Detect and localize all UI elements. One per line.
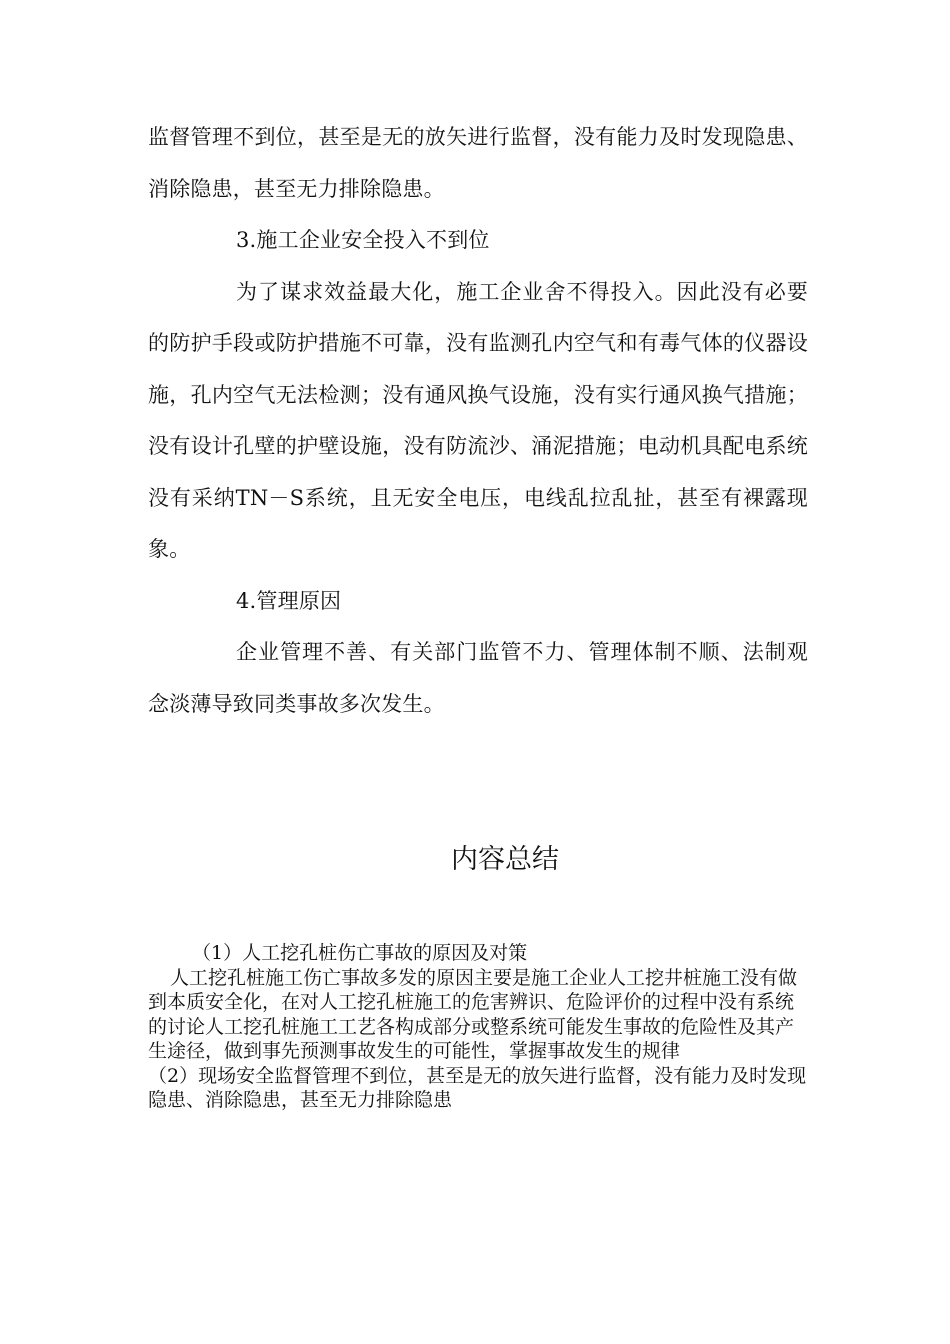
body-text — [148, 112, 808, 730]
section-heading-3: 3.施工企业安全投入不到位 — [236, 228, 490, 252]
summary-item-1-body: 人工挖孔桩施工伤亡事故多发的原因主要是施工企业人工挖井桩施工没有做到本质安全化，在对人工挖孔桩施工的危害辨识、危险评价的过程中没有系统的讨论人工挖孔桩施工工艺各构成部分或整系统可能发生事故的危险性及其产生途径，做到事先预测事故发生的可能性，掌握事故发生的规律 — [148, 966, 798, 1062]
summary-title: 内容总结 — [451, 844, 559, 875]
paragraph-continued: 监督管理不到位，甚至是无的放矢进行监督，没有能力及时发现隐患、消除隐患，甚至无力排除隐患。 — [148, 125, 808, 201]
summary-item-1-title: （1）人工挖孔桩伤亡事故的原因及对策 — [192, 942, 528, 964]
summary-item-2: （2）现场安全监督管理不到位，甚至是无的放矢进行监督，没有能力及时发现隐患、消除隐患，甚至无力排除隐患 — [148, 1064, 807, 1111]
paragraph-safety-investment: 为了谋求效益最大化，施工企业舍不得投入。因此没有必要的防护手段或防护措施不可靠，没有监测孔内空气和有毒气体的仪器设施，孔内空气无法检测；没有通风换气设施，没有实行通风换气措施；没有设计孔壁的护壁设施，没有防流沙、涌泥措施；电动机具配电系统没有采纳TN－S系统，且无安全电压，电线乱拉乱扯，甚至有裸露现象。 — [148, 279, 808, 561]
paragraph-management: 企业管理不善、有关部门监管不力、管理体制不顺、法制观念淡薄导致同类事故多次发生。 — [148, 640, 808, 716]
section-heading-4: 4.管理原因 — [236, 588, 342, 613]
summary-section — [148, 941, 808, 1113]
